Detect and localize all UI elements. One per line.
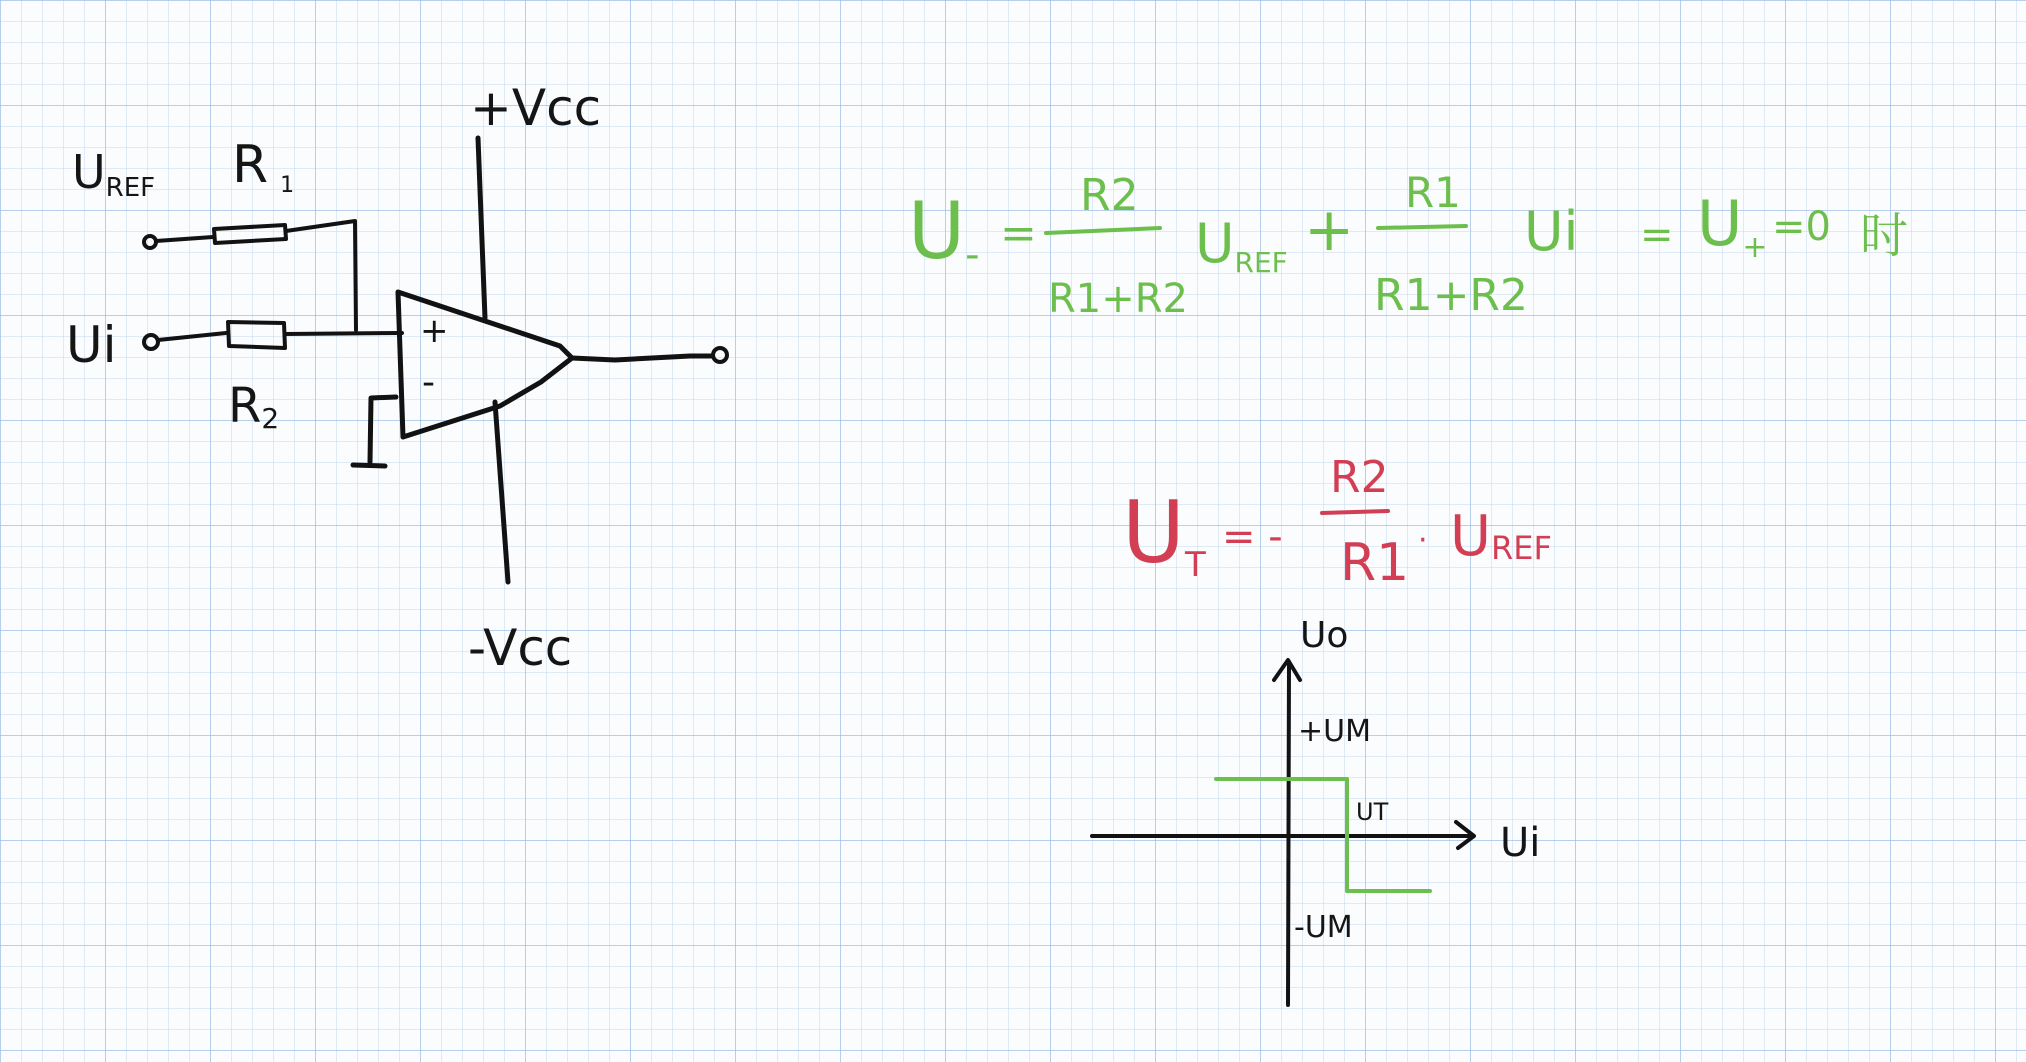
ui-terminal — [144, 335, 158, 349]
negative-level-label: -UM — [1294, 910, 1353, 945]
red-fraction-numerator: R2 — [1330, 452, 1389, 503]
y-axis-label: Uo — [1300, 615, 1349, 656]
uref-term: UREF — [1195, 212, 1288, 279]
fraction1-bar — [1046, 228, 1160, 233]
vcc-neg-rail — [495, 402, 508, 582]
shi-character: 时 — [1860, 208, 1909, 264]
fraction1-numerator: R2 — [1080, 170, 1139, 221]
output-wire — [572, 356, 712, 360]
r1-wire — [286, 221, 356, 330]
vcc-pos-rail — [478, 138, 485, 318]
inverting-sign: - — [422, 362, 435, 403]
fraction2-numerator: R1 — [1405, 168, 1461, 217]
y-axis — [1288, 662, 1289, 1005]
r2-wire — [285, 333, 402, 334]
fraction2-denominator: R1+R2 — [1374, 270, 1528, 321]
resistor-r1 — [214, 225, 286, 243]
r2-label: R2 — [228, 378, 280, 435]
fraction1-denominator: R1+R2 — [1048, 276, 1188, 322]
u-plus-term: U+ — [1697, 187, 1768, 265]
plus-sign: + — [1304, 195, 1355, 265]
red-uref-term: UREF — [1450, 504, 1552, 569]
inverting-input-stub — [353, 397, 396, 466]
threshold-label: UT — [1356, 798, 1389, 826]
noninverting-sign: + — [420, 311, 449, 351]
equals-zero: =0 — [1772, 204, 1831, 250]
equals-minus: = - — [1222, 514, 1283, 560]
red-threshold-equation — [1122, 452, 1552, 593]
resistor-r2 — [228, 322, 285, 348]
positive-level-label: +UM — [1298, 714, 1371, 749]
equals-1: = — [1000, 208, 1037, 259]
r1-label: R 1 — [232, 135, 295, 198]
green-equation — [908, 168, 1908, 322]
red-fraction-denominator: R1 — [1340, 533, 1410, 593]
vcc-positive-label: +Vcc — [470, 79, 602, 137]
u-minus-term: U- — [908, 187, 980, 278]
uref-terminal — [144, 236, 156, 248]
transfer-characteristic-graph — [1092, 615, 1540, 1005]
ui-input-label: Ui — [66, 316, 117, 374]
comparator-circuit — [66, 79, 727, 677]
red-fraction-bar — [1322, 511, 1388, 513]
uref-wire — [156, 237, 213, 241]
x-axis-label: Ui — [1500, 820, 1541, 866]
multiply-dot: · — [1418, 523, 1428, 558]
ui-term: Ui — [1524, 200, 1579, 263]
vcc-negative-label: -Vcc — [468, 619, 573, 677]
fraction2-bar — [1378, 226, 1466, 228]
uref-label: UREF — [72, 145, 156, 203]
equals-2: = — [1640, 212, 1674, 258]
ut-term: UT — [1122, 483, 1206, 585]
output-terminal — [713, 348, 727, 362]
ui-wire — [158, 333, 226, 340]
